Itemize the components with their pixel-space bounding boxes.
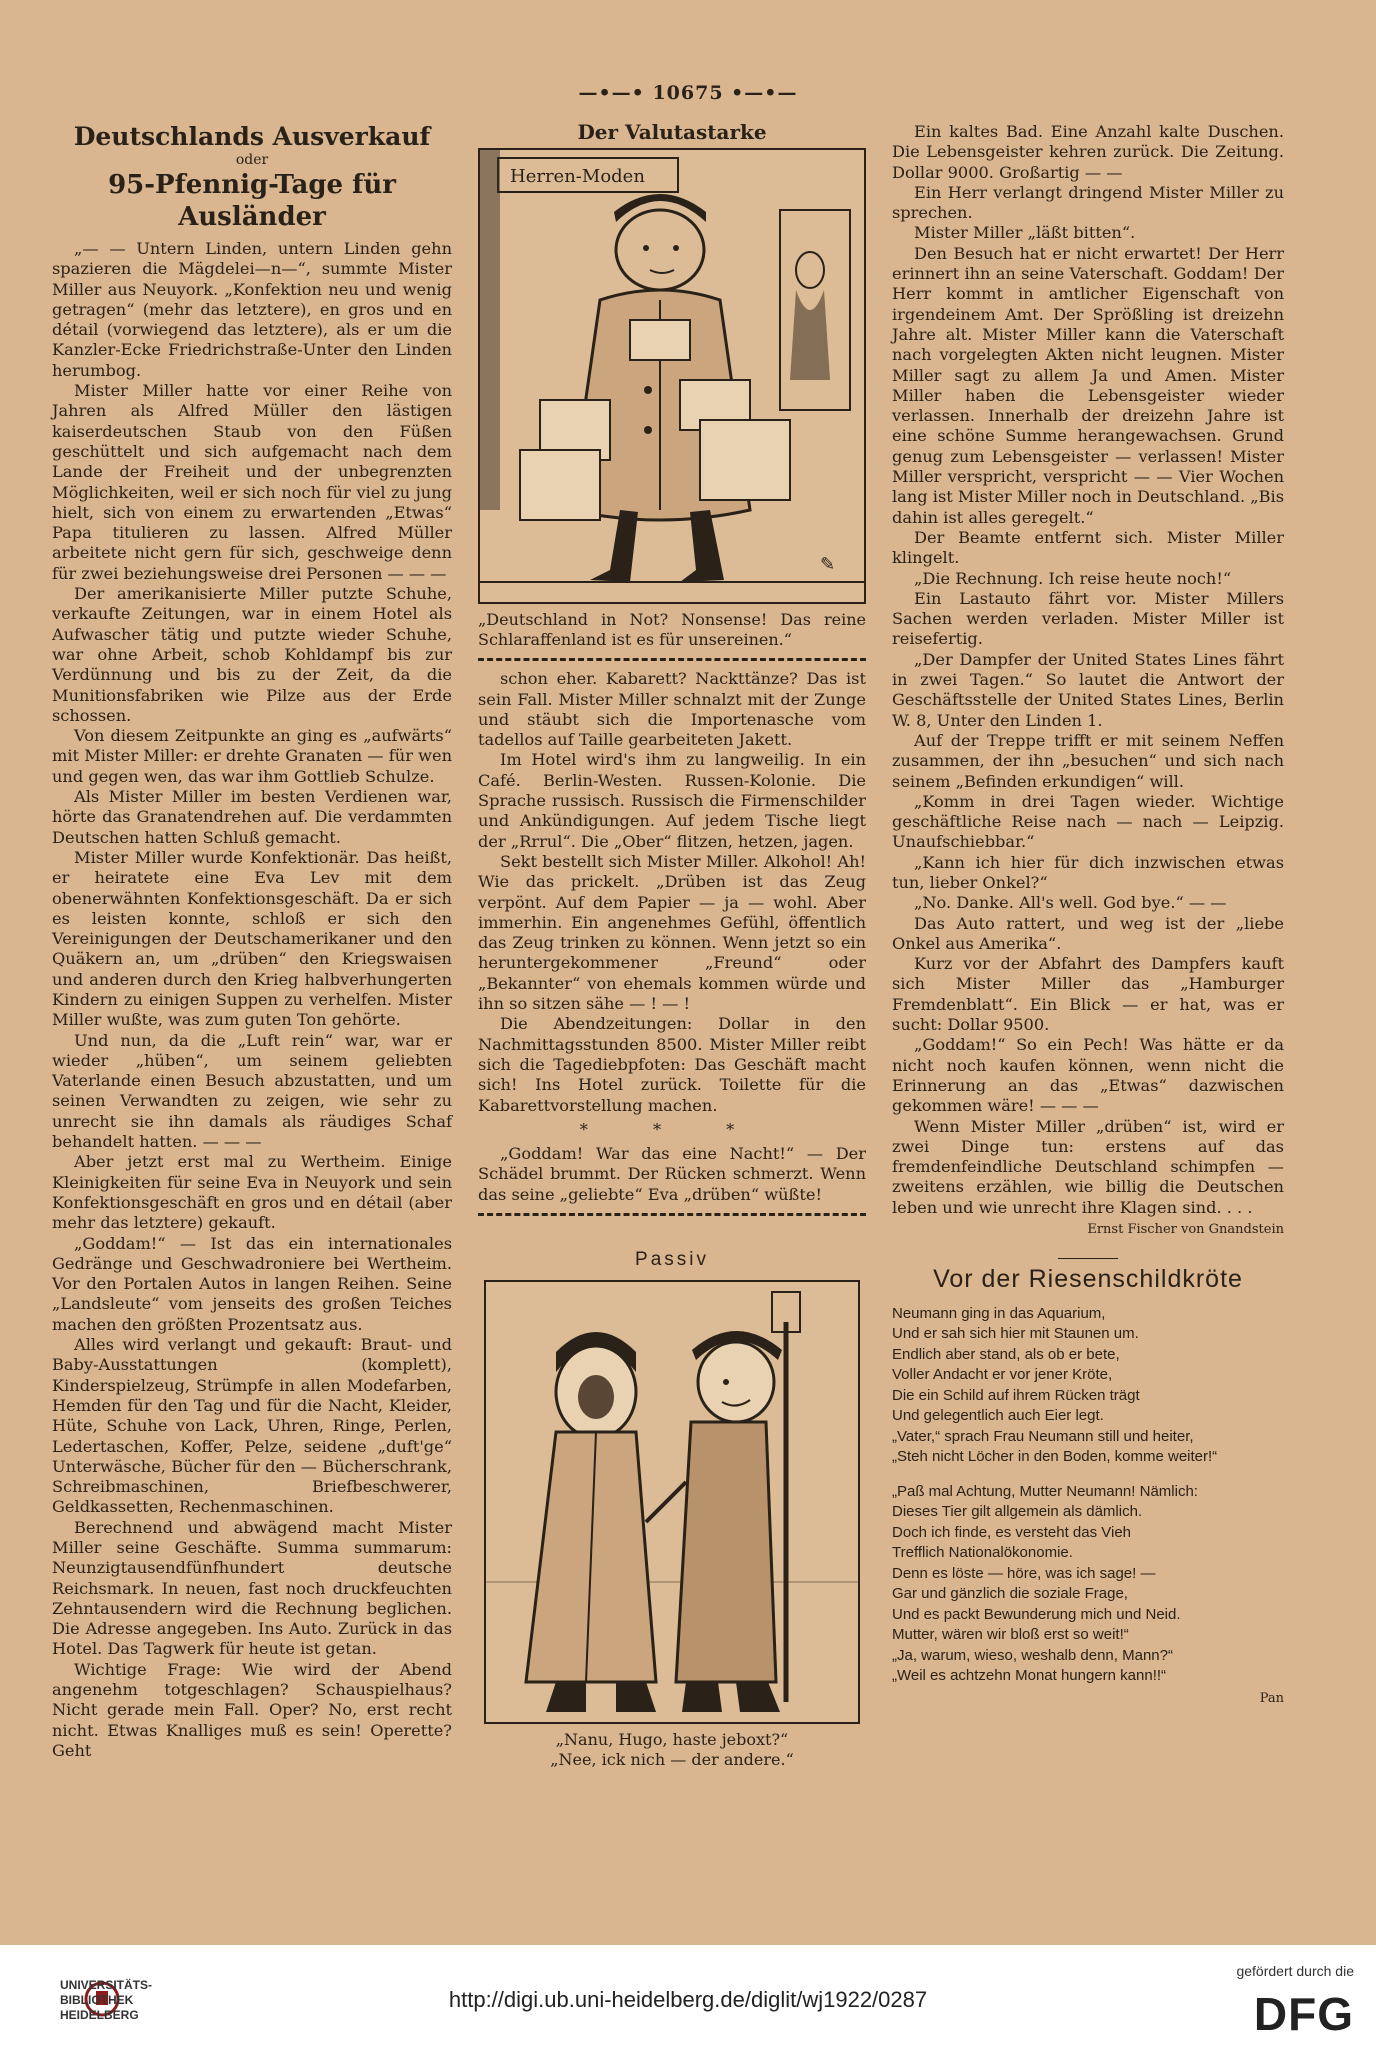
paragraph: Ein Lastauto fährt vor. Mister Millers Sachen werden verladen. Mister Miller ist reisefertig. [892, 588, 1284, 649]
paragraph: „Die Rechnung. Ich reise heute noch!“ [914, 568, 1232, 588]
library-name-line-3: HEIDELBERG [60, 2008, 139, 2022]
paragraph: Sekt bestellt sich Mister Miller. Alkohol! Ah! Wie das prickelt. „Drüben ist das Zeug verpönt. Auf dem Papier — ja — wohl. Aber immerhin. Ein angenehmes Gefühl, öffentlich das Zeug trinken zu können. Wenn jetzt so ein heruntergekommener „Freund“ oder „Bekannter“ von ehemals kommen würde und ihn so sitzen sähe — ! — ! [478, 851, 866, 1014]
poem-line: Mutter, wären wir bloß erst so weit!“ [892, 1626, 1129, 1644]
paragraph: Das Auto rattert, und weg ist der „liebe Onkel aus Amerika“. [892, 913, 1284, 953]
library-name-line-1: UNIVERSITÄTS- [60, 1978, 153, 1992]
poem-line: „Steh nicht Löcher in den Boden, komme weiter!“ [892, 1448, 1218, 1466]
paragraph: Mister Miller wurde Konfektionär. Das heißt, er heiratete eine Eva Lev mit dem obenerwähnten Konfektionsgeschäft. Da er sich es leisten konnte, schloß er sich den Vereinigungen der Deutschamerikaner und den Quäkern an, um „drüben“ den Kriegswaisen und anderen durch den Krieg halbverhungerten Kindern zu einigen Suppen zu verhelfen. Mister Miller wußte, was zum guten Ton gehörte. [52, 847, 452, 1030]
funded-by-text: gefördert durch die [1236, 1963, 1354, 1979]
shop-sign-text: Herren-Moden [510, 166, 645, 188]
paragraph: Auf der Treppe trifft er mit seinem Neffen zusammen, der ihn „besuchen“ und sich nach seinem „Befinden erkundigen“ will. [892, 730, 1284, 791]
poem-line: „Vater,“ sprach Frau Neumann still und heiter, [892, 1427, 1194, 1445]
poem-signature: Pan [1259, 1690, 1284, 1706]
poem-line: Trefflich Nationalökonomie. [892, 1544, 1073, 1562]
poem-line: Und es packt Bewunderung mich und Neid. [892, 1605, 1181, 1623]
paragraph: Ein kaltes Bad. Eine Anzahl kalte Duschen. Die Lebensgeister kehren zurück. Die Zeitung. Dollar 9000. Großartig — — [892, 122, 1284, 182]
poem-line: Doch ich finde, es versteht das Vieh [892, 1523, 1132, 1541]
poem-line: „Paß mal Achtung, Mutter Neumann! Nämlich: [892, 1482, 1198, 1500]
paragraph: „Komm in drei Tagen wieder. Wichtige geschäftliche Reise nach — nach — Leipzig. Unaufschiebbar.“ [892, 791, 1284, 852]
paragraph: Den Besuch hat er nicht erwartet! Der Herr erinnert ihn an seine Vaterschaft. Goddam! Der Herr kommt in amtlicher Eigenschaft von irgendeinem Amt. Der Sprößling ist dreizehn Jahre alt. Mister Miller kann die Vaterschaft nach vorgelegten Akten nicht leugnen. Mister Miller sagt zu allem Ja und Amen. Mister Miller haben die Lebensgeister wieder verlassen. Innerhalb der dreizehn Jahre ist eine schöne Summe herangewachsen. Grund genug zum Lebensgeister — verlassen! Mister Miller verspricht, verspricht — — Vier Wochen lang ist Mister Miller noch in Deutschland. „Bis dahin ist alles geregelt.“ [892, 243, 1285, 527]
paragraph: „Kann ich hier für dich inzwischen etwas tun, lieber Onkel?“ [892, 852, 1284, 892]
article-title-connector: oder [235, 152, 269, 168]
poem-line: Gar und gänzlich die soziale Frage, [892, 1585, 1128, 1603]
paragraph: Als Mister Miller im besten Verdienen war, hörte das Granatendrehen auf. Die verdammten Deutschen hatten Schluß gemacht. [52, 787, 452, 847]
cartoon-illustration-passiv [484, 1280, 860, 1724]
page-number: —•—• 10675 •—•— [578, 82, 798, 104]
paragraph: schon eher. Kabarett? Nackttänze? Das ist sein Fall. Mister Miller schnalzt mit der Zunge und stäubt sich die Importenasche vom tadellos auf Taille gearbeiteten Jakett. [478, 669, 866, 750]
cartoon-caption-2-line-2: „Nee, ick nich — der andere.“ [550, 1750, 794, 1770]
paragraph: Der amerikanisierte Miller putzte Schuhe, verkaufte Zeitungen, war in einem Hotel als Aufwascher tätig und putzte wieder Schuhe, war ohne Arbeit, schob Kohldampf bis zur Verdünnung und bis zu der Zeit, da die Munitionsfabriken wie Pilze aus der Erde schossen. [52, 584, 452, 725]
poem [892, 1304, 1284, 1687]
paragraph: Im Hotel wird's ihm zu langweilig. In ein Café. Berlin-Westen. Russen-Kolonie. Die Sprache russisch. Russisch die Firmenschilder und Ankündigungen. Auf jedem Tische liegt der „Rrrul“. Die „Ober“ flitzen, hetzen, jagen. [478, 750, 866, 851]
library-name-line-2: BIBLIOTHEK [60, 1993, 134, 2007]
poem-line: Dieses Tier gilt allgemein als dämlich. [892, 1503, 1143, 1521]
cartoon-illustration-valutastarke [478, 148, 866, 604]
footer-bar [0, 1945, 1376, 2060]
article-title: Deutschlands Ausverkauf [73, 122, 431, 151]
cartoon-drawing-2 [486, 1282, 858, 1722]
paragraph: Und nun, da die „Luft rein“ war, war er wieder „hüben“, um seinem geliebten Vaterlande einen Besuch abzustatten, und um seinen Verwandten zu zeigen, wie sehr zu unrecht sie ihn damals als räudiges Schaf behandelt hatten. — — — [52, 1030, 452, 1152]
paragraph: Mister Miller hatte vor einer Reihe von Jahren als Alfred Müller den lästigen kaiserdeutschen Staub von den Füßen geschüttelt und sich aufgemacht nach dem Lande der Freiheit und der unbegrenzten Möglichkeiten, weil er sich noch für viel zu jung hielt, sich von einem zu erwartenden „Etwas“ Papa titulieren zu lassen. Alfred Müller arbeitete nicht gern für sich, geschweige denn für zwei beziehungsweise drei Personen — — — [52, 381, 452, 583]
paragraph: Der Beamte entfernt sich. Mister Miller klingelt. [892, 527, 1284, 568]
cartoon-caption-2-line-1: „Nanu, Hugo, haste jeboxt?“ [555, 1730, 789, 1750]
paragraph: „Goddam! War das eine Nacht!“ — Der Schädel brummt. Der Rücken schmerzt. Wenn das seine „geliebte“ Eva „drüben“ wüßte! [478, 1144, 866, 1204]
paragraph: Kurz vor der Abfahrt des Dampfers kauft sich Mister Miller das „Hamburger Fremdenblatt“. Ein Blick — er hat, was er sucht: Dollar 9500. [892, 954, 1284, 1035]
svg-text:✎: ✎ [820, 554, 836, 576]
article-subtitle: 95-Pfennig-Tage für Ausländer [108, 170, 396, 232]
paragraph: Von diesem Zeitpunkte an ging es „aufwärts“ mit Mister Miller: er drehte Granaten — für wen und gegen wen, das war ihm Gottlieb Schulze. [52, 726, 452, 786]
poem-line: Voller Andacht er vor jener Kröte, [892, 1366, 1113, 1384]
poem-line: Endlich aber stand, als ob er bete, [892, 1345, 1120, 1363]
poem-line: Und gelegentlich auch Eier legt. [892, 1407, 1104, 1425]
poem-title: Vor der Riesenschildkröte [933, 1265, 1243, 1294]
cartoon-title: Der Valutastarke [577, 120, 767, 144]
poem-line: Neumann ging in das Aquarium, [892, 1304, 1106, 1322]
page-number-text: 10675 [652, 82, 724, 104]
paragraph: Wichtige Frage: Wie wird der Abend angenehm totgeschlagen? Schauspielhaus? Nicht gerade mein Fall. Oper? No, erst recht nicht. Etwas Knalliges muß es sein! Operette? Geht [52, 1659, 452, 1760]
divider [478, 1213, 866, 1216]
divider [1058, 1258, 1118, 1259]
divider [478, 658, 866, 661]
section-stars: * * * [579, 1119, 765, 1139]
poem-line: Und er sah sich hier mit Staunen um. [892, 1325, 1139, 1343]
column-1 [52, 122, 452, 1761]
paragraph: Aber jetzt erst mal zu Wertheim. Einige Kleinigkeiten für seine Eva in Neuyork und sein Konfektionsgeschäft en gros und en détail (aber mehr das letztere) gekauft. [52, 1152, 452, 1233]
paragraph: „Goddam!“ — Ist das ein internationales Gedränge und Geschwadroniere bei Wertheim. Vor den Portalen Autos in langen Reihen. Seine „Landsleute“ vom jenseits des großen Teiches machen den größten Prozentsatz aus. [52, 1233, 452, 1334]
column-3 [892, 122, 1284, 1709]
cartoon-title-2: Passiv [635, 1249, 709, 1271]
poem-line: „Ja, warum, wieso, weshalb denn, Mann?“ [892, 1646, 1173, 1664]
paragraph: Wenn Mister Miller „drüben“ ist, wird er zwei Dinge tun: erstens auf das fremdenfeindliche Deutschland schimpfen — zweitens erzählen, wie billig die Deutschen leben und wie unrecht ihre Klagen sind. . . . [892, 1116, 1284, 1217]
stanza-gap [892, 1468, 1284, 1482]
article-signature: Ernst Fischer von Gnandstein [1087, 1222, 1284, 1238]
paragraph: „— — Untern Linden, untern Linden gehn spazieren die Mägdelei—n—“, summte Mister Miller aus Neuyork. „Konfektion neu und wenig getragen“ (mehr das letztere), en gros und en détail (vorwiegend das letztere), als er um die Kanzler-Ecke Friedrichstraße-Unter den Linden herumbog. [52, 239, 452, 380]
paragraph: Mister Miller „läßt bitten“. [914, 223, 1136, 243]
dfg-logo: DFG [1253, 1988, 1354, 2040]
poem-line: Die ein Schild auf ihrem Rücken trägt [892, 1386, 1140, 1404]
poem-line: „Weil es achtzehn Monat hungern kann!!“ [892, 1667, 1167, 1685]
paragraph: Die Abendzeitungen: Dollar in den Nachmittagsstunden 8500. Mister Miller reibt sich die Tagediebpfoten: Das Geschäft macht sich! Ins Hotel zurück. Toilette für die Kabarettvorstellung machen. [478, 1014, 866, 1115]
poem-line: Denn es löste — höre, was ich sage! — [892, 1564, 1156, 1582]
paragraph: „No. Danke. All's well. God bye.“ — — [914, 893, 1227, 913]
column-2 [478, 122, 866, 1776]
paragraph: Ein Herr verlangt dringend Mister Miller zu sprechen. [892, 182, 1284, 223]
paragraph: Berechnend und abwägend macht Mister Miller seine Geschäfte. Summa summarum: Neunzigtausendfünfhundert deutsche Reichsmark. In neuen, fast noch druckfeuchten Zehntausendern wird die Rechnung beglichen. Die Adresse angegeben. Ins Auto. Zurück in das Hotel. Das Tagwerk für heute ist getan. [52, 1517, 452, 1659]
paragraph: „Der Dampfer der United States Lines fährt in zwei Tagen.“ So lautet die Antwort der Geschäftsstelle der United States Lines, Berlin W. 8, Unter den Linden 1. [892, 649, 1284, 730]
paragraph: Alles wird verlangt und gekauft: Braut- und Baby-Ausstattungen (komplett), Kinderspielzeug, Strümpfe in allen Modefarben, Hemden für den Tag und für die Nacht, Kleider, Hüte, Schuhe von Lack, Uhren, Ringe, Perlen, Ledertaschen, Koffer, Pelze, seidene „duft'ge“ Unterwäsche, Bücher für den — Bücherschrank, Schreibmaschinen, Briefbeschwerer, Geldkassetten, Rechenmaschinen. [52, 1335, 452, 1517]
cartoon-caption: „Deutschland in Not? Nonsense! Das reine Schlaraffenland ist es für unsereinen.“ [478, 610, 866, 650]
source-url-link[interactable]: http://digi.ub.uni-heidelberg.de/diglit/wj1922/0287 [448, 1987, 928, 2012]
paragraph: „Goddam!“ So ein Pech! Was hätte er da nicht noch kaufen können, wenn nicht die Erinnerung an das „Etwas“ dazwischen gekommen wäre! — — — [892, 1035, 1284, 1116]
cartoon-drawing [480, 150, 864, 602]
